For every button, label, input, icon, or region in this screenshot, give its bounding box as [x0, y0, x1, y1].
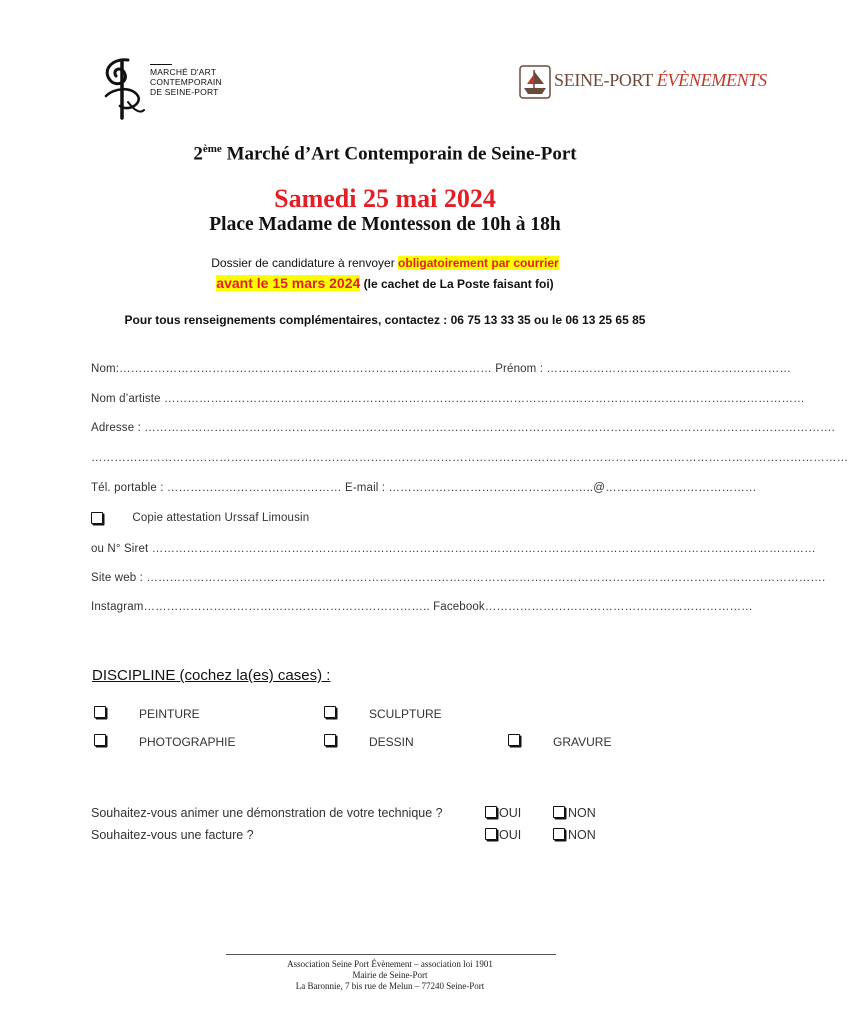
address-field-line-2[interactable]: …………………………………………………………………………………………………………………………………………………………………………… [91, 452, 848, 464]
demo-non-label: NON [568, 806, 596, 820]
gravure-checkbox[interactable] [508, 734, 520, 746]
gravure-label: GRAVURE [553, 735, 612, 749]
invoice-non-checkbox[interactable] [553, 828, 565, 840]
demo-oui-label: OUI [499, 806, 522, 820]
demo-question: Souhaitez-vous animer une démonstration de votre technique ? [91, 806, 443, 820]
logo-line-3: DE SEINE-PORT [150, 87, 219, 97]
logo-line-2: CONTEMPORAIN [150, 77, 222, 87]
sculpture-checkbox[interactable] [324, 706, 336, 718]
instruction-line-1 [0, 256, 770, 270]
edition-number: 2 [193, 143, 203, 165]
footer-mairie: Mairie de Seine-Port [352, 970, 428, 980]
address-field[interactable]: Adresse : ……………………………………………………………………………………………………………………………………………………………. [91, 422, 835, 434]
logo-name-part2: ÉVÈNEMENTS [656, 70, 767, 90]
instruction-line-2 [0, 275, 770, 291]
event-title [0, 143, 770, 165]
contact-info: Pour tous renseignements complémentaires, contactez : 06 75 13 33 35 ou le 06 13 25 65 85 [124, 313, 646, 327]
marche-art-logo-text [150, 64, 222, 97]
demo-non-checkbox[interactable] [553, 806, 565, 818]
discipline-heading: DISCIPLINE (cochez la(es) cases) : [92, 667, 331, 684]
edition-suffix: ème [202, 143, 222, 155]
dessin-label: DESSIN [369, 735, 414, 749]
logo-rule [150, 64, 172, 65]
nom-prenom-field[interactable]: Nom:…………………………………………………………………………………… Prénom : ……………………………………………………… [91, 363, 792, 375]
event-name: Marché d’Art Contemporain de Seine-Port [221, 143, 577, 165]
footer-divider [226, 954, 556, 955]
dessin-checkbox[interactable] [324, 734, 336, 746]
photographie-checkbox[interactable] [94, 734, 106, 746]
seine-port-evenements-logo [518, 62, 767, 102]
instruction-highlight-1: obligatoirement par courrier [398, 256, 559, 270]
siret-field[interactable]: ou N° Siret ……………………………………………………………………………………………………………………………………………………… [91, 543, 816, 555]
logo-name-part1: SEINE-PORT [554, 70, 657, 90]
logo-name [554, 70, 767, 91]
website-field[interactable]: Site web : …………………………………………………………………………………………………………………………………………………………. [91, 572, 826, 584]
peinture-label: PEINTURE [139, 707, 200, 721]
instruction-prefix: Dossier de candidature à renvoyer [211, 256, 399, 270]
event-date: Samedi 25 mai 2024 [274, 184, 496, 213]
instagram-facebook-field[interactable]: Instagram……………………………………………………………….. Facebook…………………………………………………………… [91, 601, 753, 613]
logo-line-1: MARCHÉ D'ART [150, 67, 217, 77]
event-place: Place Madame de Montesson de 10h à 18h [209, 214, 561, 235]
invoice-oui-label: OUI [499, 828, 522, 842]
urssaf-row [91, 512, 679, 524]
footer-association: Association Seine Port Évènement – association loi 1901 [287, 959, 493, 969]
demo-oui-checkbox[interactable] [485, 806, 497, 818]
photographie-label: PHOTOGRAPHIE [139, 735, 236, 749]
deadline-highlight: avant le 15 mars 2024 [216, 275, 361, 291]
peinture-checkbox[interactable] [94, 706, 106, 718]
instruction-suffix: (le cachet de La Poste faisant foi) [360, 277, 554, 291]
urssaf-label: Copie attestation Urssaf Limousin [132, 512, 310, 525]
invoice-question: Souhaitez-vous une facture ? [91, 828, 254, 842]
footer-address: La Baronnie, 7 bis rue de Melun – 77240 Seine-Port [295, 981, 485, 991]
invoice-oui-checkbox[interactable] [485, 828, 497, 840]
sculpture-label: SCULPTURE [369, 707, 442, 721]
artist-name-field[interactable]: Nom d’artiste ………………………………………………………………………………………………………………………………………………… [91, 393, 805, 405]
invoice-non-label: NON [568, 828, 596, 842]
ship-emblem-icon [518, 62, 552, 100]
urssaf-checkbox[interactable] [91, 512, 103, 524]
phone-email-field[interactable]: Tél. portable : ……………………………………… E-mail : ……………………………………………..@………………………………… [91, 482, 757, 494]
